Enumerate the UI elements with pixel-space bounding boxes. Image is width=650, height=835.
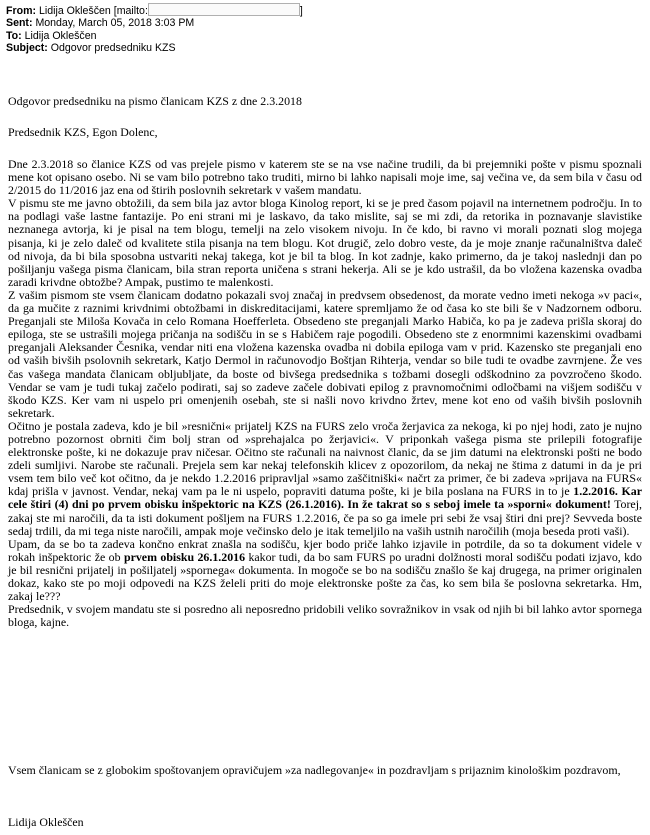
to-row (6, 30, 646, 42)
paragraph-4-text-c: Torej, zakaj ste mi naročili, da ta isti dokument pošljem na FURS 1.2.2016, če pa so ga imele pri sebi že vsaj štiri dni prej? Sevveda boste sedaj trdili, da mi tega niste naročili, ampak moje večinsko delo je itak temeljilo na vaših ustnih naročilih (moja beseda proti vaši). (8, 497, 642, 538)
from-label: From: (6, 5, 37, 17)
to-value: Lidija Okleščen (24, 29, 97, 42)
paragraph-2: V pismu ste me javno obtožili, da sem bila jaz avtor bloga Kinolog report, ki se je pred časom pojavil na internetnem področju. In to na podlagi vaše lastne fantazije. Po eni strani mi je laskavo, da tako mislite, saj se mi zdi, da retorika in poznavanje slavistike neznanega avtorja, ki je pisal na tem blogu, temelji na zelo visokem nivoju. In če kdo, bi ravno vi morali poznati slog mojega pisanja, ki je zelo daleč od kvalitete stila pisanja na tem blogu. Kot drugič, zelo dobro veste, da je moje znanje računalništva daleč od nivoja, da bi bila sposobna ustvariti nekaj takega, kot je bil ta blog. In kot zadnje, kako primerno, da je takoj naslednji dan po pošiljanju vašega pisma članicam, bila stran reporta uničena s strani hekerja. Ali se je kdo ustrašil, da bo vložena kazenska ovadba zaradi krivdne obtožbe? Ampak, pustimo te malenkosti. (8, 196, 642, 289)
email-header (6, 3, 646, 55)
paragraph-3: Z vašim pismom ste vsem članicam dodatno pokazali svoj značaj in predvsem obsedenost, da morate vedno imeti nekoga »v paci«, da ga mučite z raznimi krivdnimi obtožbami in diskreditacijami, katere spremljamo že od časa ko ste bili še v Nadzornem odboru. Preganjali ste Miloša Kovača in celo Romana Hoefferleta. Obsedeno ste preganjali Marko Habiča, ko pa je zadeva prišla skoraj do epiloga, ste se ustrašili mojega pričanja na sodišču in se s Habičem raje pogodili. Obsedeno ste z enormnimi kazenskimi ovadbami preganjali Aleksander Česnika, vendar niti ena vložena kazenska ovadba ni dobila epiloga vam v prid. Kazensko ste preganjali eno od vaših bivših psolovnih sekretark, Katjo Dermol in računovodjo Boštjan Rihterja, vendar so bile tudi te ovadbe zavrnjene. Že ves čas vašega mandata članicam obljubljate, da boste od bivšega predsednika s tožbami dosegli odškodnino za povzročeno škodo. Vendar se vam je tudi tukaj začelo podirati, saj so zadeve začele dobivati epilog z pravnomočnimi odločbami na višjem sodišču v škodo KZS. Ker vam ni uspelo pri omenjenih osebah, ste si našli novo krivdno žrtev, mene kot eno od vaših bivših poslovnih sekretark. (8, 287, 642, 420)
subject-value: Odgovor predsedniku KZS (50, 42, 176, 55)
letter-heading: Odgovor predsedniku na pismo članicam KZS z dne 2.3.2018 (8, 94, 302, 108)
from-close: ] (299, 5, 303, 17)
sent-value: Monday, March 05, 2018 3:03 PM (35, 17, 195, 30)
subject-label: Subject: (6, 42, 48, 55)
sent-label: Sent: (6, 17, 33, 30)
paragraph-1: Dne 2.3.2018 so članice KZS od vas prejele pismo v katerem ste se na vse načine trudili, da bi prejemniki pošte v pismu spoznali mene kot opisano osebo. Ni se vam bilo potrebno tako truditi, mirno bi lahko napisali moje ime, saj večina ve, da sem bila v času od 2/2015 do 11/2016 jaz ena od štirih poslovnih sekretark v vašem mandatu. (8, 157, 642, 198)
paragraph-4-bold: 1.2.2016. Kar cele štiri (4) dni po prvem obisku inšpektoric na KZS (26.1.2016). In že takrat so s seboj imele ta »sporni« dokument! (8, 484, 642, 512)
from-row (6, 3, 646, 17)
salutation: Predsednik KZS, Egon Dolenc, (8, 125, 158, 139)
paragraph-5-text-c: kakor tudi, da bo sam FURS po uradni dolžnosti moral sodišču podati izjavo, kdo je bil resnični prijatelj in pošiljatelj »spornega« dokumenta. In mogoče se bo na sodišču znašlo še kaj drugega, na primer originalen dokaz, kako ste po moji odpovedi na KZS želeli priti do moje elektronske pošte za čas, ko sem bila še poslovna sekretarka. Hm, zakaj le??? (8, 549, 643, 604)
letter-body (8, 158, 642, 629)
to-label: To: (6, 29, 22, 42)
subject-row (6, 42, 646, 54)
from-value: Lidija Okleščen [mailto: (38, 5, 148, 17)
paragraph-5 (8, 538, 642, 603)
paragraph-5-bold: prvem obisku 26.1.2016 (123, 549, 246, 564)
redacted-email-box (148, 3, 300, 16)
sent-row (6, 17, 646, 29)
closing-text: Vsem članicam se z globokim spoštovanjem opravičujem »za nadlegovanje« in pozdravljam s prijaznim kinološkim pozdravom, (8, 763, 621, 777)
paragraph-4 (8, 420, 642, 538)
paragraph-5-text-a: Upam, da se bo ta zadeva končno enkrat znašla na sodišču, kjer bodo priče lahko izjavile in potrdile, da so ta dokument videle v rokah inšpektoric že ob (8, 536, 642, 564)
signature: Lidija Okleščen (8, 815, 84, 829)
paragraph-4-text-a: Očitno je postala zadeva, kdo je bil »resnični« prijatelj KZS na FURS zelo vroča žerjavica za nekoga, ki po njej hodi, zato je nujno potrebno pozornost obrniti čim bolj stran od »sprehajalca po žerjavici«. V priponkah vašega pisma ste prilepili fotografije elektronske pošte, ki ne dokazuje prav ničesar. Očitno ste računali na naivnost članic, da se jim datumi na elektronski pošti ne bodo zdeli sumljivi. Narobe ste računali. Prejela sem kar nekaj telefonskih klicev z opozorilom, da nekaj ne štima z datumi in da je pri vsem tem bilo več kot očitno, da je nekdo 1.2.2016 pripravljal »samo zaščitniški« načrt za primer, če bi zadeva »prijava na FURS« kdaj prišla v javnost. Vendar, nekaj vam pa le ni uspelo, popraviti datuma pošte, ki je bila poslana na FURS in to je (8, 418, 642, 499)
paragraph-6: Predsednik, v svojem mandatu ste si posredno ali neposredno pridobili veliko sovražnikov in vsak od njih bi bil lahko avtor spornega bloga, kajne. (8, 602, 642, 630)
